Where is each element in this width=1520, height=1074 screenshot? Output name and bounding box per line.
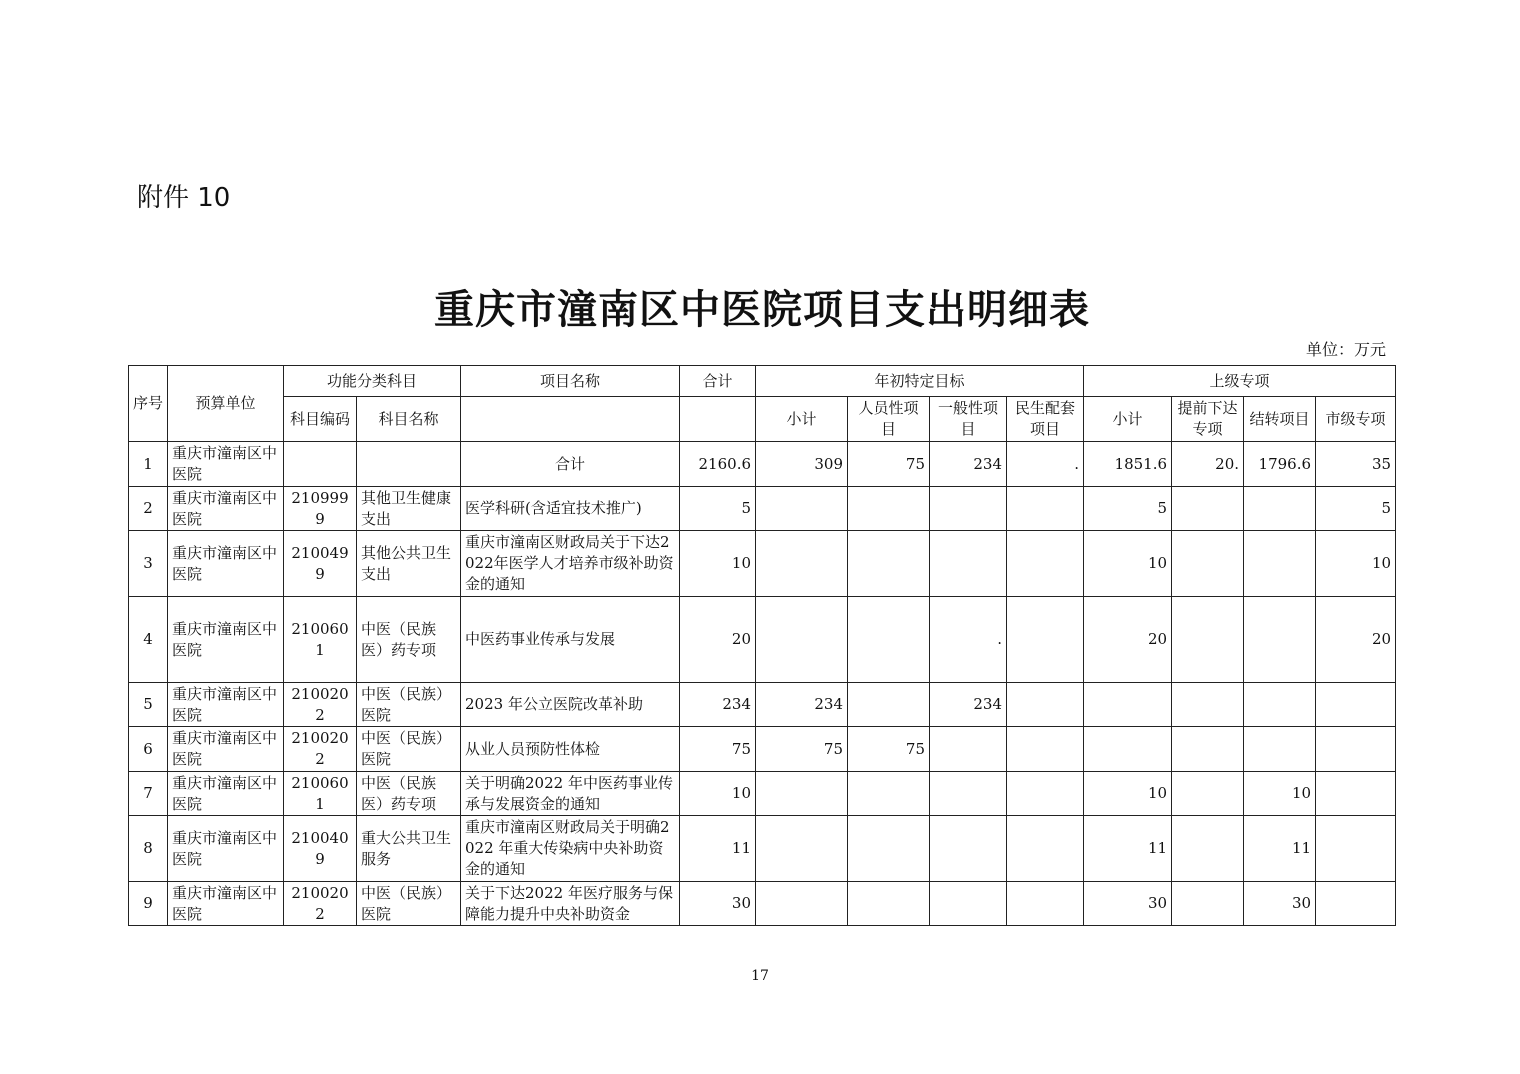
- cell-upper-subtotal: 10: [1084, 772, 1172, 816]
- cell-livelihood: .: [1007, 442, 1084, 487]
- cell-advance: [1172, 597, 1244, 683]
- cell-total: 30: [680, 882, 756, 926]
- cell-general: [930, 772, 1007, 816]
- cell-city: 5: [1316, 487, 1396, 531]
- cell-subtotal: [756, 882, 848, 926]
- header-subtotal: 小计: [756, 397, 848, 442]
- cell-carryover: 1796.6: [1244, 442, 1316, 487]
- cell-carryover: [1244, 531, 1316, 597]
- cell-code: 2100499: [284, 531, 357, 597]
- header-livelihood: 民生配套项目: [1007, 397, 1084, 442]
- cell-carryover: [1244, 683, 1316, 727]
- cell-code: 2100202: [284, 727, 357, 772]
- cell-project: 重庆市潼南区财政局关于下达2022年医学人才培养市级补助资金的通知: [461, 531, 680, 597]
- cell-personnel: [848, 683, 930, 727]
- table-row: [129, 531, 1396, 597]
- cell-city: [1316, 816, 1396, 882]
- expense-table: [128, 365, 1396, 926]
- table-row: [129, 487, 1396, 531]
- cell-livelihood: [1007, 882, 1084, 926]
- cell-subtotal: 75: [756, 727, 848, 772]
- header-subject-code: 科目编码: [284, 397, 357, 442]
- header-blank-project: [461, 397, 680, 442]
- cell-project: 从业人员预防性体检: [461, 727, 680, 772]
- cell-seq: 5: [129, 683, 168, 727]
- cell-code: 2100601: [284, 597, 357, 683]
- header-row-1: [129, 366, 1396, 397]
- cell-personnel: 75: [848, 442, 930, 487]
- cell-seq: 9: [129, 882, 168, 926]
- cell-general: 234: [930, 442, 1007, 487]
- cell-total: 10: [680, 531, 756, 597]
- unit-label: 单位：万元: [1305, 340, 1386, 359]
- cell-livelihood: [1007, 597, 1084, 683]
- cell-subject: 中医（民族）医院: [357, 683, 461, 727]
- cell-subtotal: 234: [756, 683, 848, 727]
- cell-advance: 20.: [1172, 442, 1244, 487]
- cell-subtotal: 309: [756, 442, 848, 487]
- cell-unit: 重庆市潼南区中医院: [168, 531, 284, 597]
- header-annual-target: 年初特定目标: [756, 366, 1084, 397]
- cell-general: [930, 882, 1007, 926]
- cell-project: 中医药事业传承与发展: [461, 597, 680, 683]
- cell-subject: 其他公共卫生支出: [357, 531, 461, 597]
- cell-total: 75: [680, 727, 756, 772]
- cell-city: [1316, 882, 1396, 926]
- cell-unit: 重庆市潼南区中医院: [168, 727, 284, 772]
- header-upper-special: 上级专项: [1084, 366, 1396, 397]
- cell-personnel: [848, 531, 930, 597]
- header-upper-subtotal: 小计: [1084, 397, 1172, 442]
- cell-advance: [1172, 882, 1244, 926]
- cell-subject: 其他卫生健康支出: [357, 487, 461, 531]
- cell-unit: 重庆市潼南区中医院: [168, 772, 284, 816]
- cell-upper-subtotal: 10: [1084, 531, 1172, 597]
- cell-city: [1316, 683, 1396, 727]
- header-row-2: [129, 397, 1396, 442]
- cell-advance: [1172, 772, 1244, 816]
- cell-project: 2023 年公立医院改革补助: [461, 683, 680, 727]
- cell-carryover: [1244, 487, 1316, 531]
- cell-personnel: [848, 487, 930, 531]
- cell-personnel: [848, 597, 930, 683]
- cell-seq: 3: [129, 531, 168, 597]
- cell-subtotal: [756, 772, 848, 816]
- header-project-name: 项目名称: [461, 366, 680, 397]
- cell-carryover: [1244, 727, 1316, 772]
- cell-subtotal: [756, 597, 848, 683]
- cell-general: 234: [930, 683, 1007, 727]
- attachment-label: 附件 10: [137, 183, 231, 213]
- cell-livelihood: [1007, 487, 1084, 531]
- cell-upper-subtotal: 1851.6: [1084, 442, 1172, 487]
- cell-livelihood: [1007, 531, 1084, 597]
- cell-upper-subtotal: 20: [1084, 597, 1172, 683]
- cell-unit: 重庆市潼南区中医院: [168, 597, 284, 683]
- cell-upper-subtotal: 30: [1084, 882, 1172, 926]
- cell-unit: 重庆市潼南区中医院: [168, 816, 284, 882]
- cell-total: 234: [680, 683, 756, 727]
- cell-subtotal: [756, 531, 848, 597]
- cell-advance: [1172, 487, 1244, 531]
- cell-upper-subtotal: [1084, 683, 1172, 727]
- header-seq: 序号: [129, 366, 168, 442]
- cell-subject: [357, 442, 461, 487]
- cell-subject: 中医（民族医）药专项: [357, 597, 461, 683]
- table-row: [129, 597, 1396, 683]
- table-row: [129, 727, 1396, 772]
- header-general: 一般性项目: [930, 397, 1007, 442]
- cell-seq: 7: [129, 772, 168, 816]
- cell-carryover: 11: [1244, 816, 1316, 882]
- cell-total: 20: [680, 597, 756, 683]
- cell-carryover: 30: [1244, 882, 1316, 926]
- cell-carryover: 10: [1244, 772, 1316, 816]
- cell-code: 2100601: [284, 772, 357, 816]
- cell-project: 关于下达2022 年医疗服务与保障能力提升中央补助资金: [461, 882, 680, 926]
- header-personnel: 人员性项目: [848, 397, 930, 442]
- cell-general: [930, 816, 1007, 882]
- cell-unit: 重庆市潼南区中医院: [168, 442, 284, 487]
- cell-project: 医学科研(含适宜技术推广): [461, 487, 680, 531]
- cell-personnel: [848, 882, 930, 926]
- cell-project: 关于明确2022 年中医药事业传承与发展资金的通知: [461, 772, 680, 816]
- cell-advance: [1172, 727, 1244, 772]
- cell-code: 2109999: [284, 487, 357, 531]
- table-row: [129, 882, 1396, 926]
- cell-city: 35: [1316, 442, 1396, 487]
- header-advance: 提前下达专项: [1172, 397, 1244, 442]
- table-row: [129, 816, 1396, 882]
- header-func-class: 功能分类科目: [284, 366, 461, 397]
- cell-general: .: [930, 597, 1007, 683]
- table-row: [129, 772, 1396, 816]
- cell-livelihood: [1007, 683, 1084, 727]
- cell-code: 2100202: [284, 882, 357, 926]
- cell-general: [930, 531, 1007, 597]
- cell-livelihood: [1007, 772, 1084, 816]
- page-title: 重庆市潼南区中医院项目支出明细表: [434, 287, 1090, 333]
- cell-subtotal: [756, 487, 848, 531]
- cell-general: [930, 487, 1007, 531]
- cell-code: [284, 442, 357, 487]
- cell-project: 合计: [461, 442, 680, 487]
- cell-advance: [1172, 683, 1244, 727]
- cell-advance: [1172, 531, 1244, 597]
- cell-city: 10: [1316, 531, 1396, 597]
- header-city: 市级专项: [1316, 397, 1396, 442]
- cell-total: 11: [680, 816, 756, 882]
- cell-seq: 6: [129, 727, 168, 772]
- cell-upper-subtotal: 11: [1084, 816, 1172, 882]
- cell-personnel: 75: [848, 727, 930, 772]
- cell-general: [930, 727, 1007, 772]
- cell-total: 2160.6: [680, 442, 756, 487]
- cell-city: 20: [1316, 597, 1396, 683]
- cell-seq: 8: [129, 816, 168, 882]
- cell-city: [1316, 772, 1396, 816]
- cell-upper-subtotal: 5: [1084, 487, 1172, 531]
- cell-unit: 重庆市潼南区中医院: [168, 882, 284, 926]
- cell-code: 2100202: [284, 683, 357, 727]
- cell-subject: 中医（民族）医院: [357, 727, 461, 772]
- cell-unit: 重庆市潼南区中医院: [168, 487, 284, 531]
- cell-total: 5: [680, 487, 756, 531]
- cell-subject: 中医（民族医）药专项: [357, 772, 461, 816]
- cell-carryover: [1244, 597, 1316, 683]
- header-total: 合计: [680, 366, 756, 397]
- cell-subject: 重大公共卫生服务: [357, 816, 461, 882]
- cell-project: 重庆市潼南区财政局关于明确2022 年重大传染病中央补助资金的通知: [461, 816, 680, 882]
- cell-personnel: [848, 772, 930, 816]
- cell-total: 10: [680, 772, 756, 816]
- header-unit: 预算单位: [168, 366, 284, 442]
- cell-seq: 2: [129, 487, 168, 531]
- header-carryover: 结转项目: [1244, 397, 1316, 442]
- cell-upper-subtotal: [1084, 727, 1172, 772]
- page-number: 17: [751, 968, 769, 984]
- table-row: [129, 683, 1396, 727]
- header-blank-total: [680, 397, 756, 442]
- cell-seq: 1: [129, 442, 168, 487]
- cell-subtotal: [756, 816, 848, 882]
- cell-city: [1316, 727, 1396, 772]
- header-subject-name: 科目名称: [357, 397, 461, 442]
- cell-code: 2100409: [284, 816, 357, 882]
- cell-livelihood: [1007, 727, 1084, 772]
- cell-unit: 重庆市潼南区中医院: [168, 683, 284, 727]
- cell-personnel: [848, 816, 930, 882]
- cell-livelihood: [1007, 816, 1084, 882]
- cell-seq: 4: [129, 597, 168, 683]
- cell-advance: [1172, 816, 1244, 882]
- table-row: [129, 442, 1396, 487]
- cell-subject: 中医（民族）医院: [357, 882, 461, 926]
